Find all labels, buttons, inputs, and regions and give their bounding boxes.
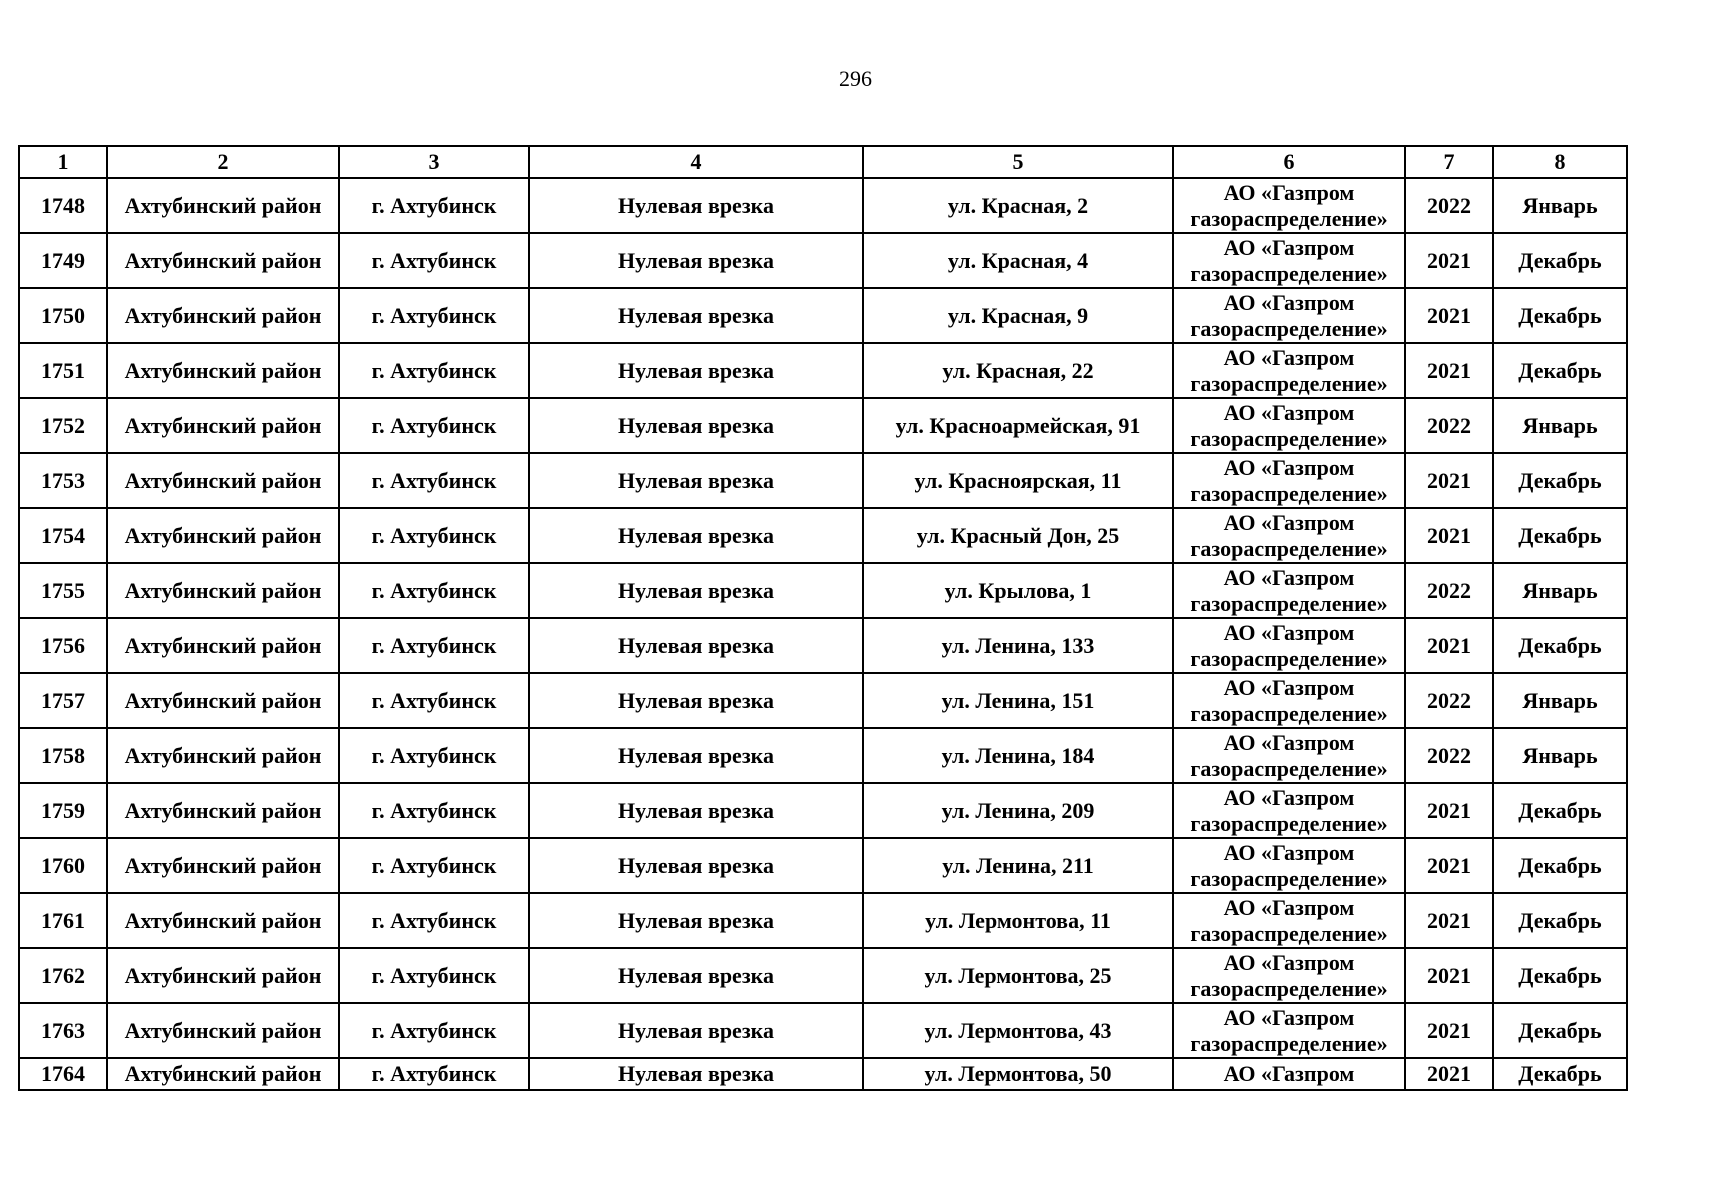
month-cell: Декабрь: [1493, 343, 1627, 398]
year-cell: 2021: [1405, 1058, 1493, 1090]
district-cell: Ахтубинский район: [107, 398, 339, 453]
organization-line-1: АО «Газпром: [1223, 1004, 1355, 1030]
work-type-cell: Нулевая врезка: [529, 288, 863, 343]
district-cell: Ахтубинский район: [107, 838, 339, 893]
column-header: 4: [529, 146, 863, 178]
locality-cell: г. Ахтубинск: [339, 783, 529, 838]
year-cell: 2021: [1405, 233, 1493, 288]
district-cell: Ахтубинский район: [107, 1003, 339, 1058]
table-row: [19, 563, 1627, 618]
organization-line-2: газораспределение»: [1190, 755, 1388, 781]
organization-line-1: АО «Газпром: [1223, 564, 1355, 590]
work-type-cell: Нулевая врезка: [529, 178, 863, 233]
address-cell: ул. Лермонтова, 25: [863, 948, 1173, 1003]
district-cell: Ахтубинский район: [107, 948, 339, 1003]
row-number-cell: 1760: [19, 838, 107, 893]
district-cell: Ахтубинский район: [107, 1058, 339, 1090]
year-cell: 2022: [1405, 673, 1493, 728]
organization-line-2: газораспределение»: [1190, 205, 1388, 231]
district-cell: Ахтубинский район: [107, 288, 339, 343]
locality-cell: г. Ахтубинск: [339, 838, 529, 893]
organization-line-2: газораспределение»: [1190, 260, 1388, 286]
table-row: [19, 1058, 1627, 1090]
organization-line-1: АО «Газпром: [1223, 619, 1355, 645]
locality-cell: г. Ахтубинск: [339, 948, 529, 1003]
organization-cell: [1173, 508, 1405, 563]
organization-line-1: АО «Газпром: [1223, 289, 1355, 315]
organization-line-2: газораспределение»: [1190, 700, 1388, 726]
table-header-row: [19, 146, 1627, 178]
row-number-cell: 1758: [19, 728, 107, 783]
organization-line-1: АО «Газпром: [1223, 674, 1355, 700]
year-cell: 2021: [1405, 343, 1493, 398]
year-cell: 2022: [1405, 178, 1493, 233]
organization-line-1: АО «Газпром: [1223, 399, 1355, 425]
table-row: [19, 508, 1627, 563]
organization-line-1: АО «Газпром: [1223, 839, 1355, 865]
row-number-cell: 1752: [19, 398, 107, 453]
address-cell: ул. Лермонтова, 50: [863, 1058, 1173, 1090]
year-cell: 2021: [1405, 618, 1493, 673]
organization-cell: [1173, 783, 1405, 838]
organization-line-2: газораспределение»: [1190, 535, 1388, 561]
table-row: [19, 893, 1627, 948]
row-number-cell: 1764: [19, 1058, 107, 1090]
month-cell: Декабрь: [1493, 893, 1627, 948]
organization-cell: [1173, 893, 1405, 948]
district-cell: Ахтубинский район: [107, 618, 339, 673]
table-row: [19, 783, 1627, 838]
district-cell: Ахтубинский район: [107, 783, 339, 838]
year-cell: 2021: [1405, 893, 1493, 948]
table-row: [19, 838, 1627, 893]
year-cell: 2021: [1405, 508, 1493, 563]
year-cell: 2021: [1405, 1003, 1493, 1058]
organization-line-2: газораспределение»: [1190, 865, 1388, 891]
table-row: [19, 673, 1627, 728]
district-cell: Ахтубинский район: [107, 233, 339, 288]
month-cell: Декабрь: [1493, 288, 1627, 343]
row-number-cell: 1754: [19, 508, 107, 563]
row-number-cell: 1751: [19, 343, 107, 398]
locality-cell: г. Ахтубинск: [339, 673, 529, 728]
month-cell: Декабрь: [1493, 838, 1627, 893]
row-number-cell: 1750: [19, 288, 107, 343]
column-header: 1: [19, 146, 107, 178]
row-number-cell: 1748: [19, 178, 107, 233]
table-row: [19, 948, 1627, 1003]
work-type-cell: Нулевая врезка: [529, 673, 863, 728]
organization-cell: [1173, 563, 1405, 618]
row-number-cell: 1756: [19, 618, 107, 673]
locality-cell: г. Ахтубинск: [339, 508, 529, 563]
organization-line-1: АО «Газпром: [1223, 949, 1355, 975]
table-row: [19, 288, 1627, 343]
month-cell: Январь: [1493, 178, 1627, 233]
row-number-cell: 1763: [19, 1003, 107, 1058]
organization-line-2: газораспределение»: [1190, 590, 1388, 616]
month-cell: Декабрь: [1493, 453, 1627, 508]
year-cell: 2021: [1405, 453, 1493, 508]
table-row: [19, 178, 1627, 233]
work-type-cell: Нулевая врезка: [529, 563, 863, 618]
locality-cell: г. Ахтубинск: [339, 728, 529, 783]
year-cell: 2021: [1405, 783, 1493, 838]
district-cell: Ахтубинский район: [107, 508, 339, 563]
column-header: 7: [1405, 146, 1493, 178]
table-row: [19, 343, 1627, 398]
work-type-cell: Нулевая врезка: [529, 343, 863, 398]
locality-cell: г. Ахтубинск: [339, 398, 529, 453]
year-cell: 2021: [1405, 288, 1493, 343]
work-type-cell: Нулевая врезка: [529, 838, 863, 893]
address-cell: ул. Красная, 4: [863, 233, 1173, 288]
year-cell: 2021: [1405, 838, 1493, 893]
column-header: 3: [339, 146, 529, 178]
locality-cell: г. Ахтубинск: [339, 343, 529, 398]
row-number-cell: 1749: [19, 233, 107, 288]
row-number-cell: 1755: [19, 563, 107, 618]
address-cell: ул. Красная, 9: [863, 288, 1173, 343]
address-cell: ул. Лермонтова, 43: [863, 1003, 1173, 1058]
locality-cell: г. Ахтубинск: [339, 288, 529, 343]
organization-line-1: АО «Газпром: [1223, 729, 1355, 755]
year-cell: 2022: [1405, 398, 1493, 453]
organization-line-2: газораспределение»: [1190, 645, 1388, 671]
month-cell: Январь: [1493, 563, 1627, 618]
address-cell: ул. Ленина, 209: [863, 783, 1173, 838]
month-cell: Январь: [1493, 728, 1627, 783]
work-type-cell: Нулевая врезка: [529, 1058, 863, 1090]
district-cell: Ахтубинский район: [107, 453, 339, 508]
month-cell: Январь: [1493, 673, 1627, 728]
organization-cell: [1173, 178, 1405, 233]
address-cell: ул. Лермонтова, 11: [863, 893, 1173, 948]
table-row: [19, 728, 1627, 783]
organization-line-1: АО «Газпром: [1223, 234, 1355, 260]
table-row: [19, 618, 1627, 673]
month-cell: Декабрь: [1493, 618, 1627, 673]
organization-cell: [1173, 1003, 1405, 1058]
organization-cell: [1173, 838, 1405, 893]
row-number-cell: 1757: [19, 673, 107, 728]
address-cell: ул. Ленина, 211: [863, 838, 1173, 893]
column-header: 5: [863, 146, 1173, 178]
organization-line-1: АО «Газпром: [1223, 1061, 1355, 1086]
address-cell: ул. Крылова, 1: [863, 563, 1173, 618]
organization-line-1: АО «Газпром: [1223, 894, 1355, 920]
data-table: [18, 145, 1628, 1091]
organization-line-1: АО «Газпром: [1223, 784, 1355, 810]
organization-cell: [1173, 948, 1405, 1003]
month-cell: Декабрь: [1493, 233, 1627, 288]
organization-cell: [1173, 453, 1405, 508]
district-cell: Ахтубинский район: [107, 178, 339, 233]
locality-cell: г. Ахтубинск: [339, 1003, 529, 1058]
organization-cell: [1173, 288, 1405, 343]
locality-cell: г. Ахтубинск: [339, 563, 529, 618]
address-cell: ул. Красная, 2: [863, 178, 1173, 233]
organization-cell: [1173, 673, 1405, 728]
work-type-cell: Нулевая врезка: [529, 453, 863, 508]
district-cell: Ахтубинский район: [107, 893, 339, 948]
table-row: [19, 398, 1627, 453]
address-cell: ул. Ленина, 184: [863, 728, 1173, 783]
month-cell: Декабрь: [1493, 948, 1627, 1003]
organization-line-1: АО «Газпром: [1223, 179, 1355, 205]
work-type-cell: Нулевая врезка: [529, 783, 863, 838]
organization-line-2: газораспределение»: [1190, 480, 1388, 506]
month-cell: Декабрь: [1493, 783, 1627, 838]
organization-cell: [1173, 728, 1405, 783]
organization-line-2: газораспределение»: [1190, 975, 1388, 1001]
organization-line-2: газораспределение»: [1190, 920, 1388, 946]
work-type-cell: Нулевая врезка: [529, 618, 863, 673]
district-cell: Ахтубинский район: [107, 728, 339, 783]
row-number-cell: 1753: [19, 453, 107, 508]
organization-line-2: газораспределение»: [1190, 1030, 1388, 1056]
organization-line-2: газораспределение»: [1190, 425, 1388, 451]
organization-cell: [1173, 1058, 1405, 1090]
row-number-cell: 1761: [19, 893, 107, 948]
address-cell: ул. Красный Дон, 25: [863, 508, 1173, 563]
district-cell: Ахтубинский район: [107, 343, 339, 398]
column-header: 2: [107, 146, 339, 178]
work-type-cell: Нулевая врезка: [529, 508, 863, 563]
month-cell: Январь: [1493, 398, 1627, 453]
district-cell: Ахтубинский район: [107, 673, 339, 728]
organization-cell: [1173, 618, 1405, 673]
address-cell: ул. Красноармейская, 91: [863, 398, 1173, 453]
month-cell: Декабрь: [1493, 1003, 1627, 1058]
locality-cell: г. Ахтубинск: [339, 1058, 529, 1090]
organization-line-1: АО «Газпром: [1223, 454, 1355, 480]
table-row: [19, 233, 1627, 288]
row-number-cell: 1759: [19, 783, 107, 838]
organization-line-1: АО «Газпром: [1223, 509, 1355, 535]
locality-cell: г. Ахтубинск: [339, 893, 529, 948]
organization-cell: [1173, 343, 1405, 398]
work-type-cell: Нулевая врезка: [529, 948, 863, 1003]
organization-cell: [1173, 233, 1405, 288]
locality-cell: г. Ахтубинск: [339, 233, 529, 288]
work-type-cell: Нулевая врезка: [529, 728, 863, 783]
year-cell: 2021: [1405, 948, 1493, 1003]
locality-cell: г. Ахтубинск: [339, 178, 529, 233]
year-cell: 2022: [1405, 728, 1493, 783]
page-number: 296: [839, 66, 872, 91]
locality-cell: г. Ахтубинск: [339, 453, 529, 508]
work-type-cell: Нулевая врезка: [529, 398, 863, 453]
organization-line-2: газораспределение»: [1190, 810, 1388, 836]
organization-line-1: АО «Газпром: [1223, 344, 1355, 370]
table-row: [19, 1003, 1627, 1058]
address-cell: ул. Красноярская, 11: [863, 453, 1173, 508]
row-number-cell: 1762: [19, 948, 107, 1003]
month-cell: Декабрь: [1493, 1058, 1627, 1090]
column-header: 8: [1493, 146, 1627, 178]
district-cell: Ахтубинский район: [107, 563, 339, 618]
organization-line-2: газораспределение»: [1190, 315, 1388, 341]
work-type-cell: Нулевая врезка: [529, 1003, 863, 1058]
address-cell: ул. Ленина, 133: [863, 618, 1173, 673]
year-cell: 2022: [1405, 563, 1493, 618]
month-cell: Декабрь: [1493, 508, 1627, 563]
locality-cell: г. Ахтубинск: [339, 618, 529, 673]
address-cell: ул. Ленина, 151: [863, 673, 1173, 728]
organization-cell: [1173, 398, 1405, 453]
table-row: [19, 453, 1627, 508]
address-cell: ул. Красная, 22: [863, 343, 1173, 398]
column-header: 6: [1173, 146, 1405, 178]
work-type-cell: Нулевая врезка: [529, 893, 863, 948]
work-type-cell: Нулевая врезка: [529, 233, 863, 288]
organization-line-2: газораспределение»: [1190, 370, 1388, 396]
